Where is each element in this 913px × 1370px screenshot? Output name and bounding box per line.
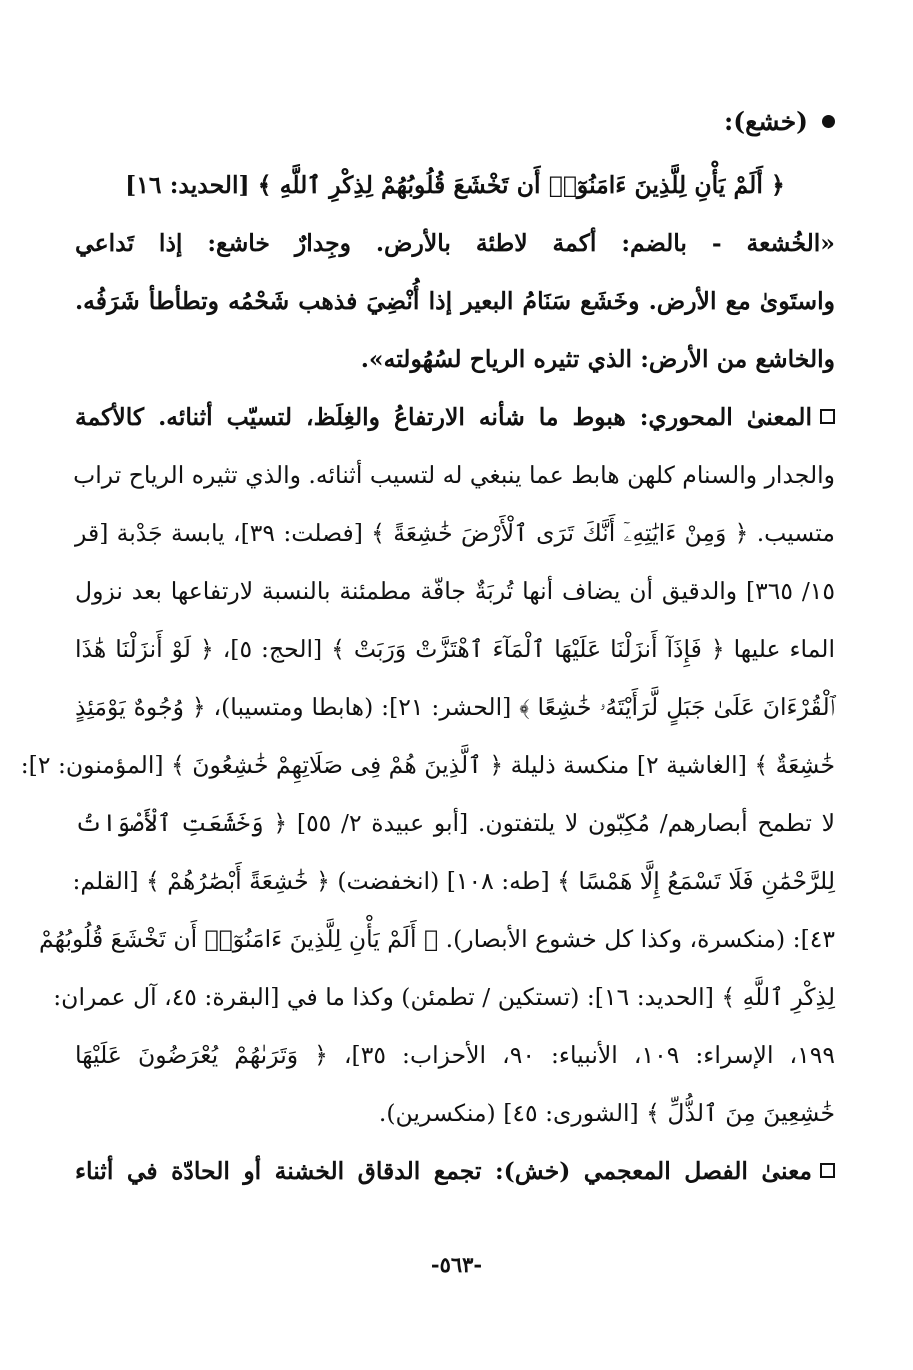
text-line-section-start (75, 388, 835, 446)
text-line: «الخُشعة - بالضم: أكمة لاطئة بالأرض. وجِدارٌ خاشع: إذا تَداعي (75, 229, 835, 257)
square-bullet-icon (820, 409, 835, 424)
text-line-section-start (75, 1142, 835, 1200)
page-body (20, 92, 836, 1200)
text-line: ١٩٩، الإسراء: ١٠٩، الأنبياء: ٩٠، الأحزاب: ٣٥]، ﴿ وَتَرَىٰهُمْ يُعْرَضُونَ عَلَيْهَا (75, 1041, 835, 1069)
square-bullet-icon (820, 1163, 835, 1178)
text-line: والخاشع من الأرض: الذي تثيره الرياح لسُهُولته». (360, 345, 835, 373)
text-line-content: المعنىٰ المحوري: هبوط ما شأنه الارتفاعُ والغِلَظ، لتسيّب أثنائه. كالأكمة (75, 403, 812, 431)
text-line: خَٰشِعِينَ مِنَ ٱلذُّلِّ ﴾ [الشورى: ٤٥] (منكسرين). (378, 1099, 835, 1127)
text-line: ٤٣]: (منكسرة، وكذا كل خشوع الأبصار). ﴿ أَلَمْ يَأْنِ لِلَّذِينَ ءَامَنُوٓا۟ أَن تَخْشَعَ قُلُوبُهُمْ (39, 925, 835, 953)
text-line: والجدار والسنام كلهن هابط عما ينبغي له لتسيب أثنائه. والذي تثيره الرياح تراب (73, 461, 835, 489)
text-line: لِلرَّحْمَٰنِ فَلَا تَسْمَعُ إِلَّا هَمْسًا ﴾ [طه: ١٠٨] (انخفضت) ﴿ خَٰشِعَةً أَبْصَٰرُهُمْ ﴾ [القلم: (72, 867, 835, 895)
text-line: ١٥/ ٣٦٥] والدقيق أن يضاف أنها تُربَةٌ جافّة مطمئنة بالنسبة لارتفاعها بعد نزول (75, 577, 835, 605)
bullet-icon (822, 115, 835, 128)
text-line: الماء عليها ﴿ فَإِذَآ أَنزَلْنَا عَلَيْهَا ٱلْمَآءَ ٱهْتَزَّتْ وَرَبَتْ ﴾ [الحج: ٥]، ﴿ لَوْ أَنزَلْنَا هَٰذَا (75, 635, 835, 663)
text-line: متسيب. ﴿ وَمِنْ ءَايَٰتِهِۦٓ أَنَّكَ تَرَى ٱلْأَرْضَ خَٰشِعَةً ﴾ [فصلت: ٣٩]، يابسة جَدْبة [قر (75, 519, 835, 547)
text-line-content: معنىٰ الفصل المعجمي (خش): تجمع الدقاق الخشنة أو الحادّة في أثناء (75, 1157, 812, 1185)
page-number: -٥٦٣- (430, 1252, 483, 1277)
text-line: واستَوىٰ مع الأرض. وخَشَع سَنَامُ البعير إذا أُنْضِيَ فذهب شَحْمُه وتطأطأ شَرَفُه. (75, 287, 835, 315)
entry-heading (75, 92, 835, 156)
quran-verse-line: ﴿ أَلَمْ يَأْنِ لِلَّذِينَ ءَامَنُوٓا۟ أَن تَخْشَعَ قُلُوبُهُمْ لِذِكْرِ ٱللَّهِ ﴾ [الحديد: ١٦] (125, 171, 785, 199)
text-line: لِذِكْرِ ٱللَّهِ ﴾ [الحديد: ١٦]: (تستكين / تطمئن) وكذا ما في [البقرة: ٤٥، آل عمران: (53, 983, 835, 1011)
text-line: لا تطمح أبصارهم/ مُكِبّون لا يلتفتون. [أبو عبيدة ٢/ ٥٥] ﴿ وَخَشَعَتِ ٱلْأَصْوَاتُ (75, 809, 836, 837)
text-line: خَٰشِعَةٌ ﴾ [الغاشية ٢] منكسة ذليلة ﴿ ٱلَّذِينَ هُمْ فِى صَلَاتِهِمْ خَٰشِعُونَ ﴾ [المؤمنون: ٢]: (20, 751, 835, 779)
text-line: ٱلْقُرْءَانَ عَلَىٰ جَبَلٍ لَّرَأَيْتَهُۥ خَٰشِعًا ﴾ [الحشر: ٢١]: (هابطا ومتسيبا)، ﴿ وُجُوهٌ يَوْمَئِذٍ (75, 693, 835, 721)
entry-heading-text: (خشع): (724, 107, 808, 136)
